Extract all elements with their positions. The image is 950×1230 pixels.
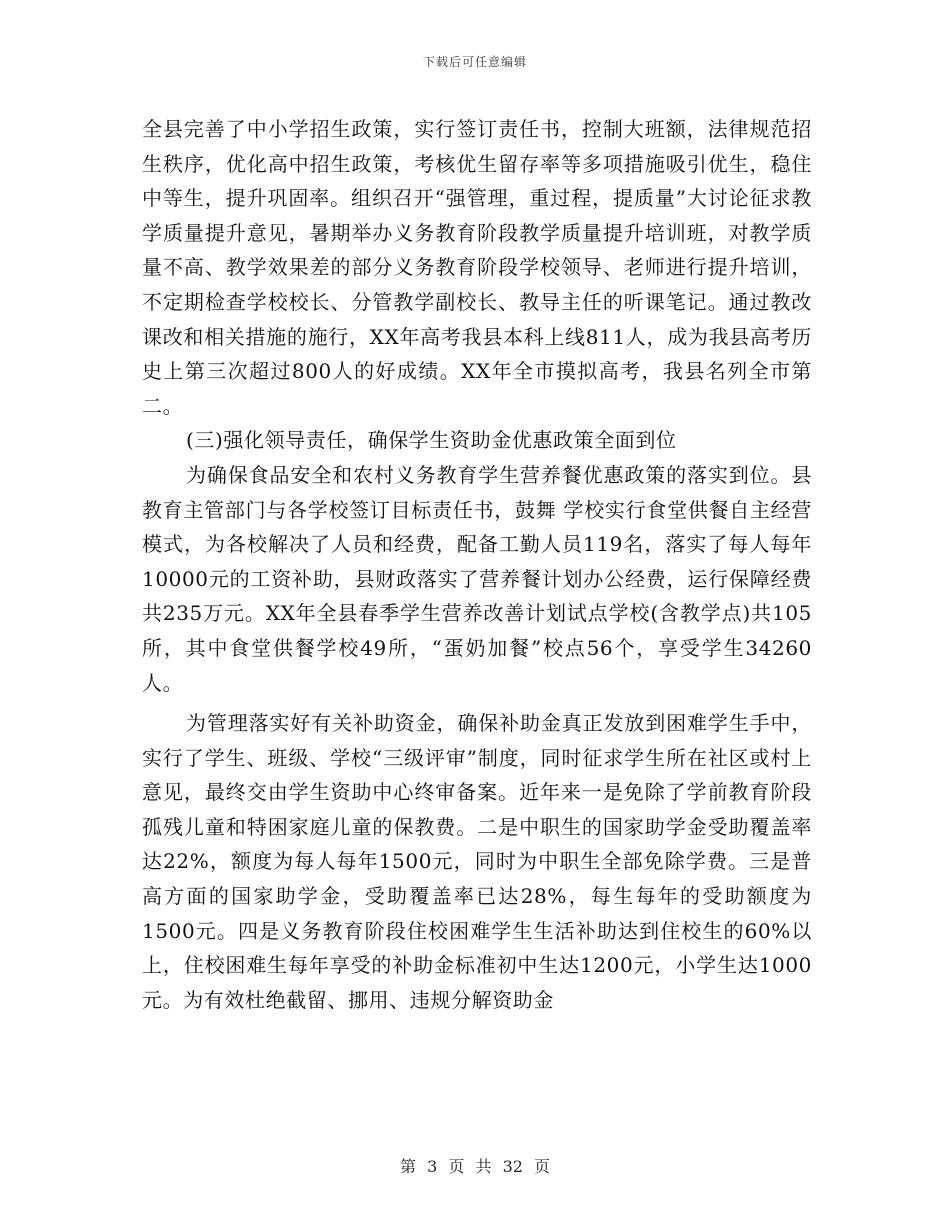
section-heading-subsidy: (三)强化领导责任，确保学生资助金优惠政策全面到位 [186, 428, 677, 453]
page-footer [0, 1154, 950, 1177]
footer-label-unit: 页 [448, 1157, 465, 1176]
total-pages-number: 32 [502, 1157, 523, 1176]
footer-label-page: 第 [399, 1157, 416, 1176]
paragraph-enrollment-policy: 全县完善了中小学招生政策，实行签订责任书，控制大班额，法律规范招生秩序，优化高中招生政策，考核优生留存率等多项措施吸引优生，稳住中等生，提升巩固率。组织召开“强管理，重过程，提质量”大讨论征求教学质量提升意见，暑期举办义务教育阶段教学质量提升培训班，对教学质量不高、教学效果差的部分义务教育阶段学校领导、老师进行提升培训，不定期检查学校校长、分管教学副校长、教导主任的听课笔记。通过教改课改和相关措施的施行，XX年高考我县本科上线811人，成为我县高考历史上第三次超过800人的好成绩。XX年全市摸拟高考，我县名列全市第二。 [142, 117, 812, 418]
page-header-note: 下载后可任意编辑 [422, 55, 527, 69]
current-page-number: 3 [427, 1157, 438, 1176]
paragraph-nutrition-meals: 为确保食品安全和农村义务教育学生营养餐优惠政策的落实到位。县教育主管部门与各学校签订目标责任书，鼓舞 学校实行食堂供餐自主经营模式，为各校解决了人员和经费，配备工勤人员119名，落实了每人每年10000元的工资补助，县财政落实了营养餐计划办公经费，运行保障经费共235万元。XX年全县春季学生营养改善计划试点学校(含教学点)共105所，其中食堂供餐学校49所，“蛋奶加餐”校点56个，享受学生34260人。 [142, 462, 812, 695]
footer-label-unit-end: 页 [534, 1157, 551, 1176]
paragraph-subsidy-management: 为管理落实好有关补助资金，确保补助金真正发放到困难学生手中，实行了学生、班级、学校“三级评审”制度，同时征求学生所在社区或村上意见，最终交由学生资助中心终审备案。近年来一是免除了学前教育阶段孤残儿童和特困家庭儿童的保教费。二是中职生的国家助学金受助覆盖率达22%，额度为每人每年1500元，同时为中职生全部免除学费。三是普高方面的国家助学金，受助覆盖率已达28%，每生每年的受助额度为1500元。四是义务教育阶段住校困难学生生活补助达到住校生的60%以上，住校困难生每年享受的补助金标准初中生达1200元，小学生达1000元。为有效杜绝截留、挪用、违规分解资助金 [142, 711, 812, 1012]
document-body [142, 112, 812, 1017]
footer-label-total: 共 [475, 1157, 492, 1176]
